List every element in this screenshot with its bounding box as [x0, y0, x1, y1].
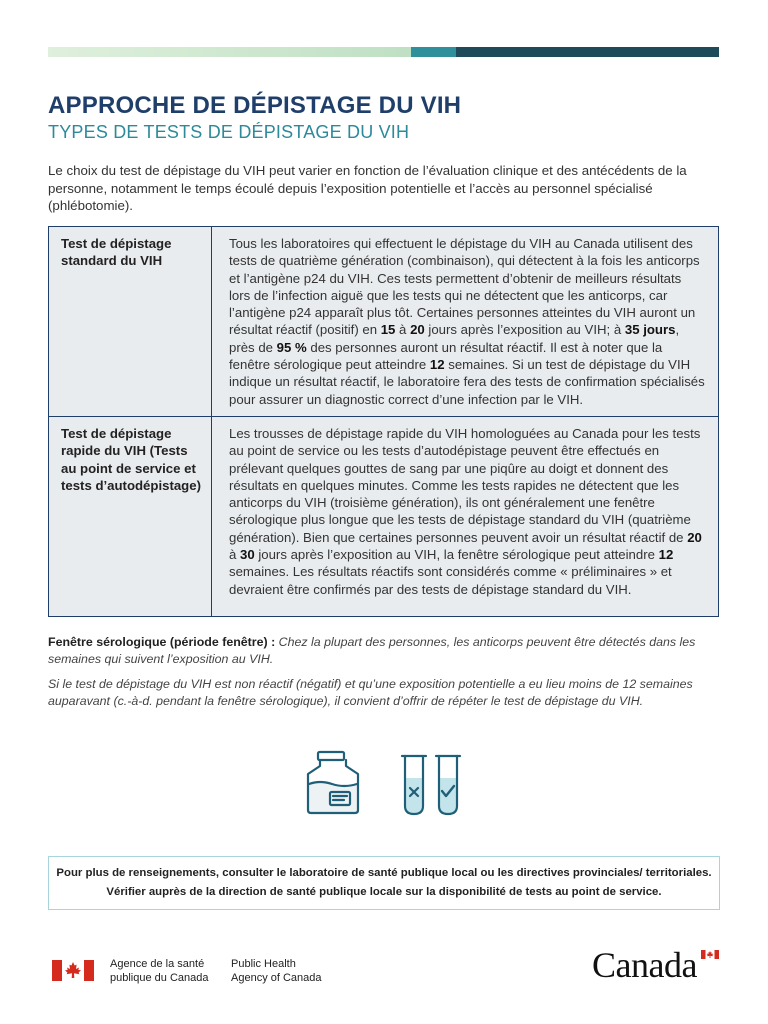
row-label-standard-test: Test de dépistage standard du VIH — [49, 227, 212, 417]
agency-name-french: Agence de la santé publique du Canada — [110, 958, 209, 984]
top-bar-segment-teal — [411, 47, 456, 57]
more-info-box — [48, 856, 720, 910]
row-description-standard-test: Tous les laboratoires qui effectuent le dépistage du VIH au Canada utilisent des tests de quatrième génération (combinaison), qui détectent à la fois les anticorps et l’antigène p24 du VIH. Ces tests permettent d’obtenir de meilleurs résultats lors de l’infection aiguë que les tests qui ne détectent que les anticorps, car l’antigène p24 apparaît plus tôt. Certaines personnes atteintes du VIH auront un résultat réactif (positif) en 15 à 20 jours après l’exposition au VIH; à 35 jours, près de 95 % des personnes auront un résultat réactif. Il est à noter que la fenêtre sérologique peut atteindre 12 semaines. Si un test de dépistage du VIH indique un résultat réactif, le laboratoire fera des tests de confirmation spécialisés pour assurer un diagnostic correct d’une infection par le VIH. — [212, 227, 719, 417]
page-subtitle: TYPES DE TESTS DE DÉPISTAGE DU VIH — [48, 122, 410, 142]
retest-note: Si le test de dépistage du VIH est non réactif (négatif) et qu’une exposition potentielle a eu lieu moins de 12 semaines auparavant (c.-à-d. pendant la fenêtre sérologique), il convient d’offrir de répéter le test de dépistage du VIH. — [48, 677, 693, 708]
window-period-note — [48, 634, 720, 668]
window-period-term: Fenêtre sérologique (période fenêtre) : — [48, 635, 276, 649]
illustration-icons — [300, 748, 470, 818]
page-title: APPROCHE DE DÉPISTAGE DU VIH — [48, 92, 462, 119]
table-row — [49, 416, 719, 616]
agency-name-english: Public Health Agency of Canada — [231, 958, 322, 984]
decorative-top-bar — [48, 47, 719, 57]
top-bar-segment-light — [48, 47, 411, 57]
canada-wordmark: Canada — [592, 945, 697, 985]
table-row — [49, 227, 719, 417]
test-tubes-icon — [396, 748, 466, 818]
row-label-rapid-test: Test de dépistage rapide du VIH (Tests au point de service et tests d’autodépistage) — [49, 416, 212, 616]
sample-bottle-icon — [300, 750, 364, 816]
intro-paragraph: Le choix du test de dépistage du VIH peut varier en fonction de l’évaluation clinique et des antécédents de la personne, notamment le temps écoulé depuis l’exposition potentielle et l’accès au personnel spécialisé (phlébotomie). — [48, 163, 687, 213]
top-bar-segment-dark — [456, 47, 719, 57]
canada-flag-icon — [52, 960, 94, 981]
row-description-rapid-test: Les trousses de dépistage rapide du VIH homologuées au Canada pour les tests au point de service ou les tests d’autodépistage peuvent être effectués en prélevant quelques gouttes de sang par une piqûre au doigt et donnent des résultats en quelques minutes. Comme les tests rapides ne détectent que les anticorps du VIH (troisième génération), ils ont généralement une fenêtre sérologique plus longue que les tests de dépistage standard du VIH (quatrième génération). Bien que certaines personnes peuvent avoir un résultat réactif de 20 à 30 jours après l’exposition au VIH, la fenêtre sérologique peut atteindre 12 semaines. Les résultats réactifs sont considérés comme « préliminaires » et devraient être confirmés par des tests de dépistage standard du VIH. — [212, 416, 719, 616]
window-period-definition: Chez la plupart des personnes, les anticorps peuvent être détectés dans les semaines qui suivent l’exposition au VIH. — [48, 635, 696, 666]
wordmark-flag-icon — [701, 950, 719, 959]
more-info-text: Pour plus de renseignements, consulter le laboratoire de santé publique local ou les directives provinciales/ territoriales. Vérifier auprès de la direction de santé publique locale sur la disponibilité de tests au point de service. — [56, 867, 712, 898]
test-types-table — [48, 226, 719, 617]
